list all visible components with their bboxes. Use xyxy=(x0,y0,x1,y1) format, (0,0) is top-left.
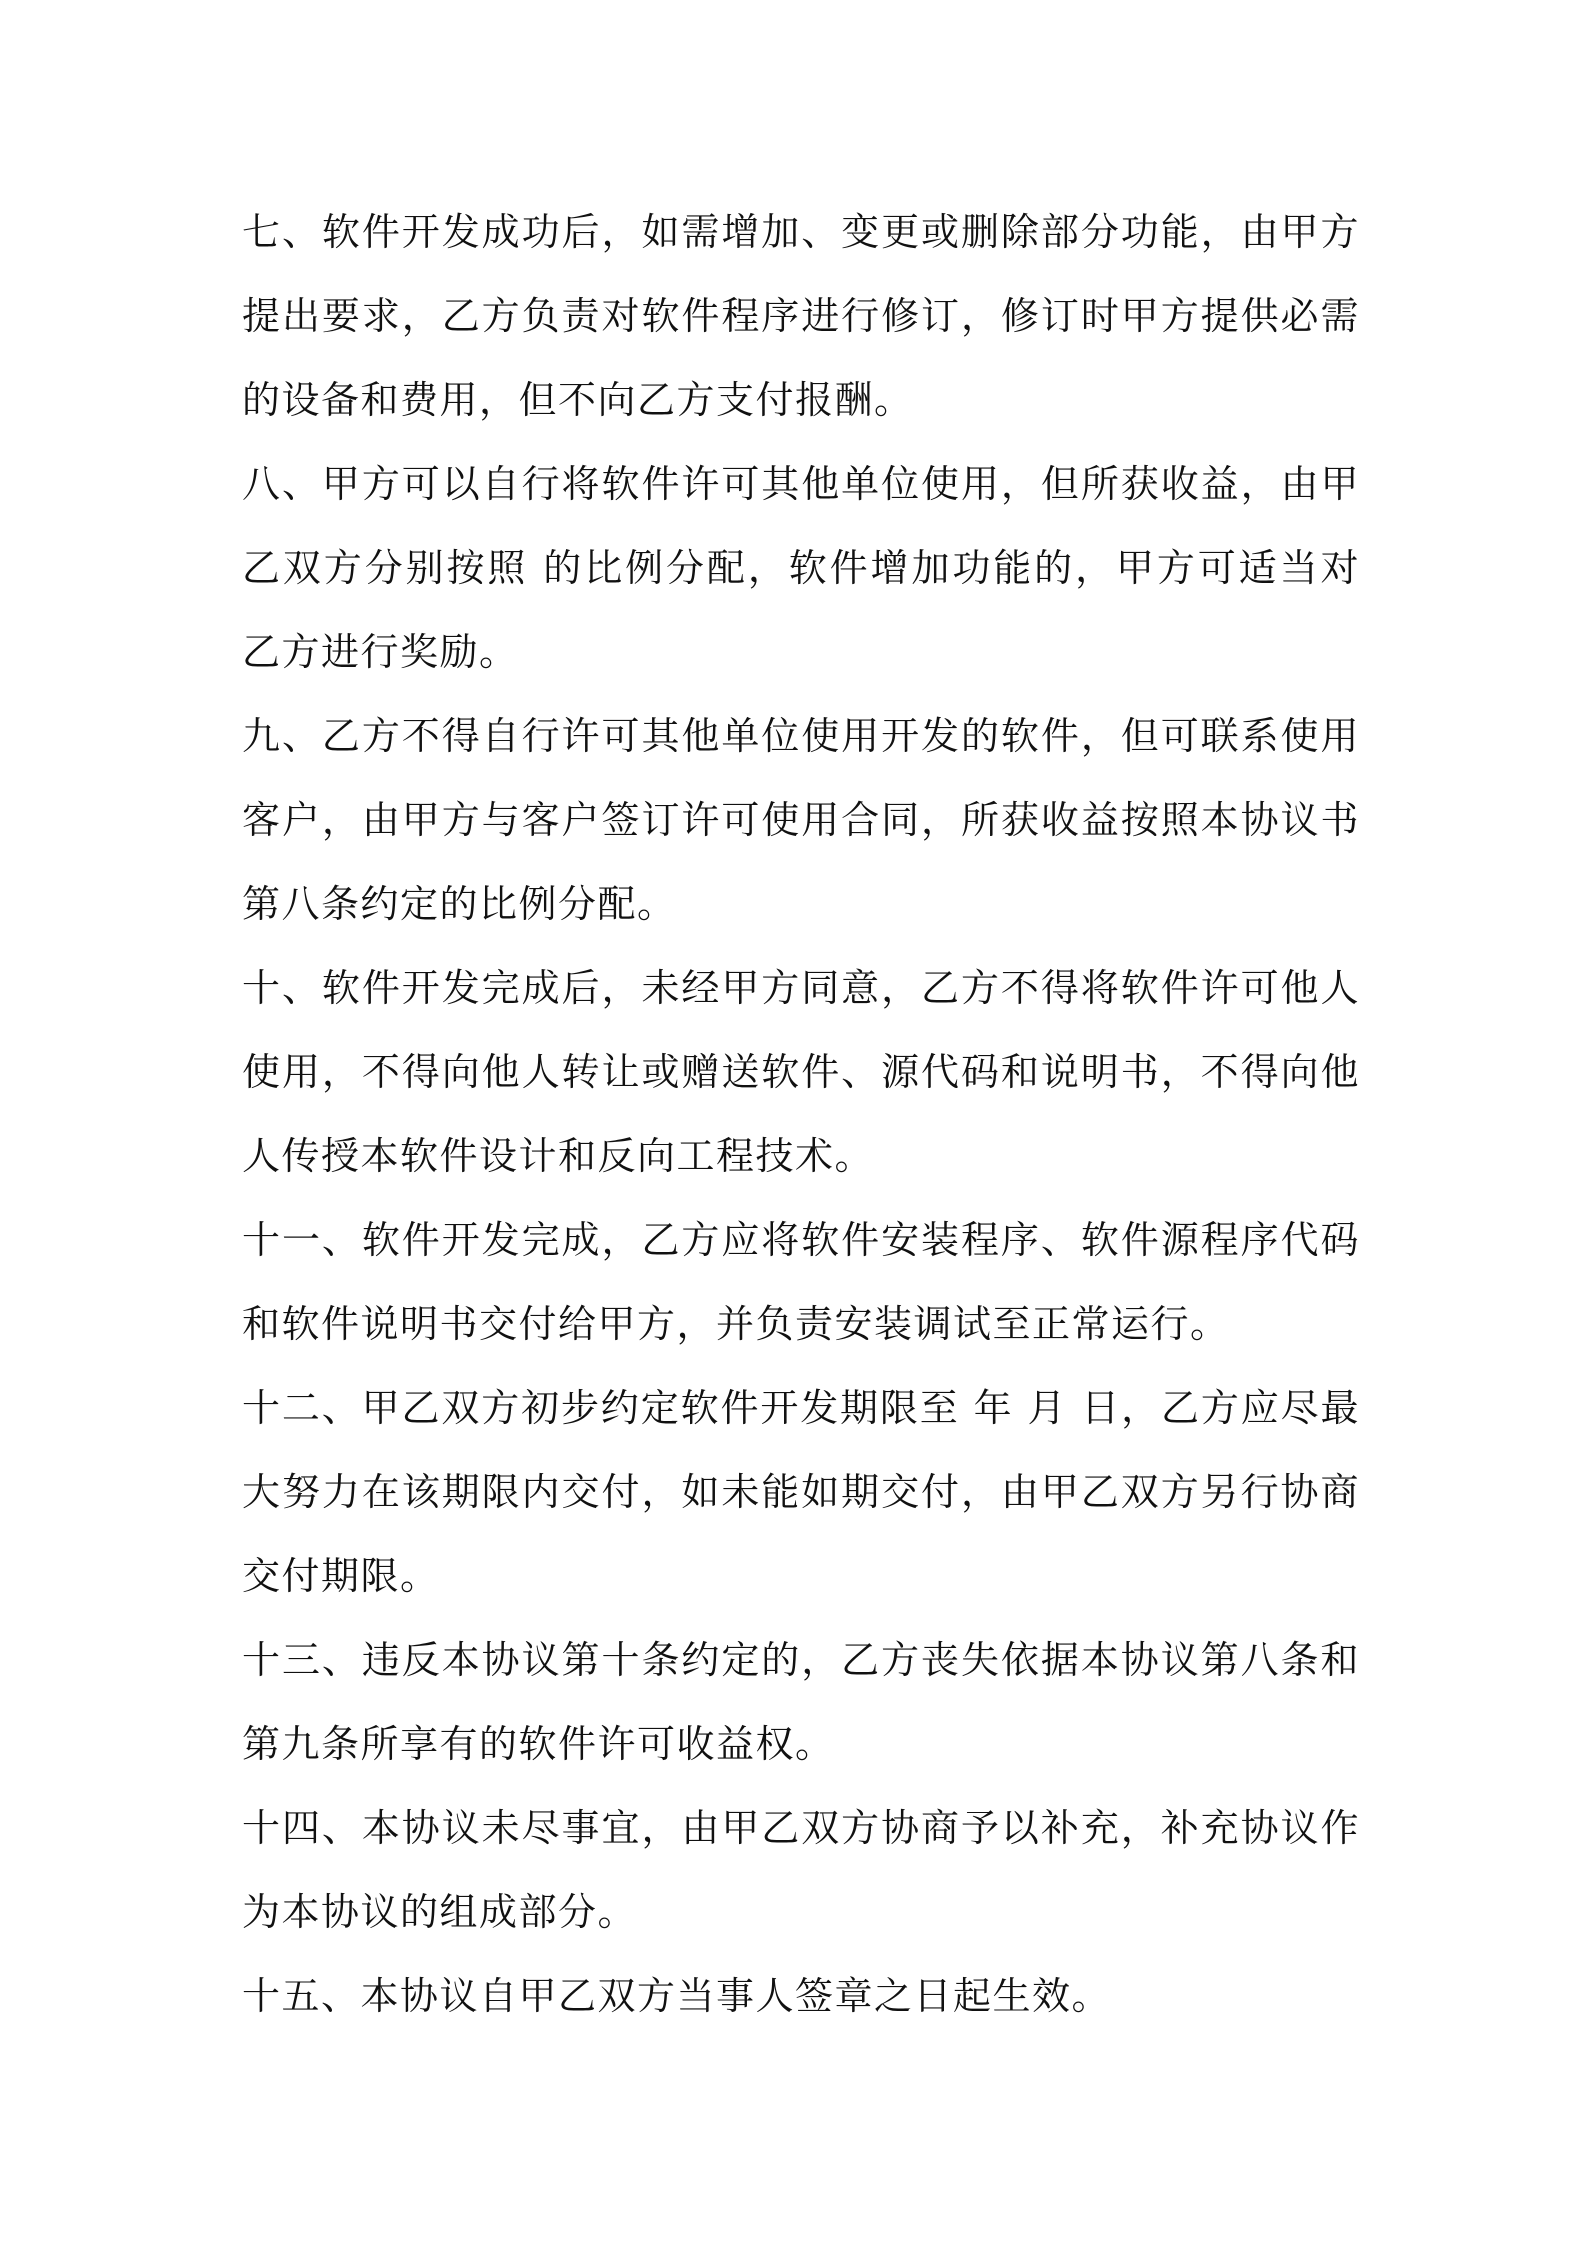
clause-10: 十、软件开发完成后，未经甲方同意，乙方不得将软件许可他人使用，不得向他人转让或赠送软件、源代码和说明书，不得向他人传授本软件设计和反向工程技术。 xyxy=(242,966,1360,1178)
clause-9: 九、乙方不得自行许可其他单位使用开发的软件，但可联系使用客户，由甲方与客户签订许可使用合同，所获收益按照本协议书第八条约定的比例分配。 xyxy=(242,714,1360,926)
document-body xyxy=(242,190,1360,2038)
clause-8: 八、甲方可以自行将软件许可其他单位使用，但所获收益，由甲乙双方分别按照 的比例分配，软件增加功能的，甲方可适当对乙方进行奖励。 xyxy=(242,462,1360,674)
clause-13: 十三、违反本协议第十条约定的，乙方丧失依据本协议第八条和第九条所享有的软件许可收益权。 xyxy=(242,1638,1360,1766)
clause-7: 七、软件开发成功后，如需增加、变更或删除部分功能，由甲方提出要求，乙方负责对软件程序进行修订，修订时甲方提供必需的设备和费用，但不向乙方支付报酬。 xyxy=(242,210,1360,422)
clause-12: 十二、甲乙双方初步约定软件开发期限至 年 月 日，乙方应尽最大努力在该期限内交付，如未能如期交付，由甲乙双方另行协商交付期限。 xyxy=(242,1386,1360,1598)
clause-15: 十五、本协议自甲乙双方当事人签章之日起生效。 xyxy=(242,1974,1112,2018)
clause-14: 十四、本协议未尽事宜，由甲乙双方协商予以补充，补充协议作为本协议的组成部分。 xyxy=(242,1806,1360,1934)
clause-11: 十一、软件开发完成，乙方应将软件安装程序、软件源程序代码和软件说明书交付给甲方，并负责安装调试至正常运行。 xyxy=(242,1218,1360,1346)
